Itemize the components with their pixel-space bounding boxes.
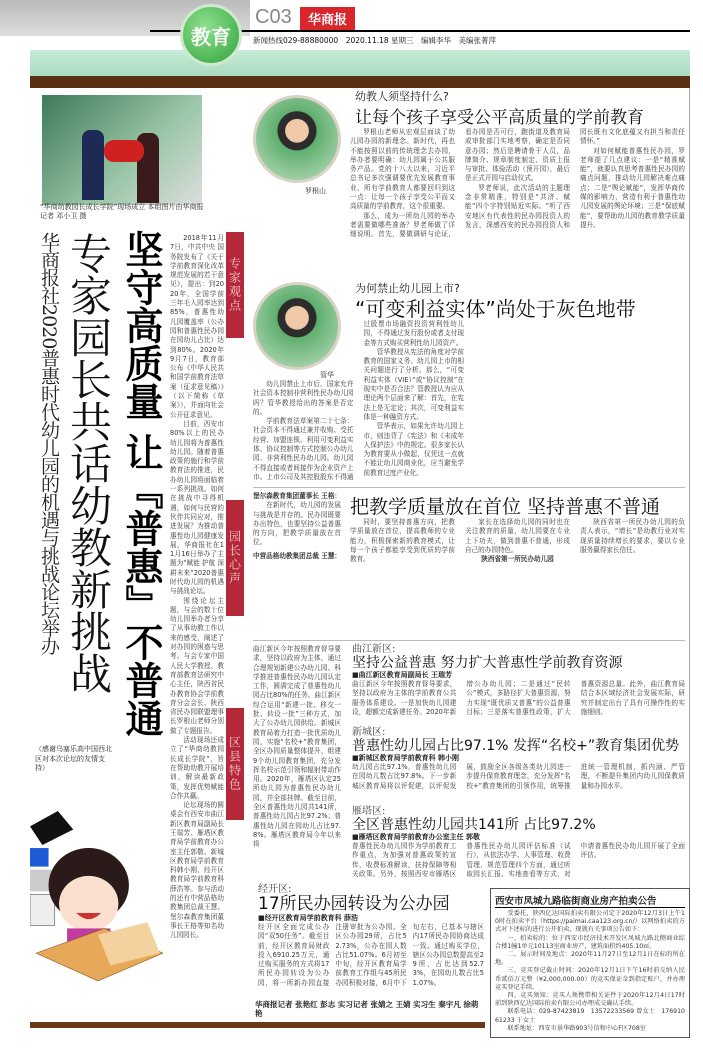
footer-bar: [30, 1022, 485, 1028]
section-label-principals: 园长心声: [226, 500, 244, 616]
district-body: 经开区全面完成公办园“双50任务”。截至目前，经开区教育局财政投入6910.25万元，通过购买服务的方式将17所民办园转设为公办园，将一所新办园直接注册审批为公办园。全区公办园29所，占比52.73%，公办在园人数占比51.07%。6月初至中旬，经开区教育局学前教育工作组与45所民办园积极对接，6月中下旬左右，已基本与辖区内17所民办园协商达成一致。通过购买学位，辖区公办园总数提高至29所，占比达到52.73%，在园幼儿数占比51.07%。: [258, 923, 484, 987]
article2-headline: “可变利益实体”尚处于灰色地带: [355, 297, 636, 321]
district-qujiang: [352, 644, 685, 717]
article2-body: [253, 320, 685, 485]
article3-headline: 把教学质量放在首位 坚持普惠不普通: [350, 496, 661, 518]
green-band: [30, 50, 690, 76]
district-byline: ■雁塔区教育局学前教育办公室主任 郭敬: [352, 833, 481, 841]
district-xincheng: [352, 727, 685, 791]
paragraph: 在新时代，幼儿园的发展与挑战是并存的。民办园既要办出特色，也要坚持公益普惠的方向，把教学质量放在首位。: [253, 501, 341, 547]
paragraph: 管华表示，如果允许幼儿园上市，则违背了《宪法》和《未成年人保护法》中的规定。很多家长认为教育要从小做起，仅凭这一点就不能让幼儿园商业化，应当避免学前教育过度产业化。: [363, 422, 464, 477]
auction-notice: [490, 888, 690, 1038]
subhead: 陕西省第一所民办幼儿园: [481, 555, 554, 564]
page-number: C03: [255, 6, 292, 28]
speaker-name: 堡尔森教育集团董事长 王格：: [253, 492, 342, 500]
ad-address: 联系地址：西安市景华路903号信和中心F区708室: [507, 1024, 646, 1032]
section-label-districts: 区县特色: [226, 708, 244, 820]
district-body: 幼儿园占比97.1%，普惠性幼儿园在园幼儿数占比97.8%。下一步新城区教育局将以评促建，以评促发展，鼓励全区各级各类幼儿园进一步提升保育教育理念，充分发挥“名校+”教育集团的引领作用，统筹推进统一管理机制，抓内涵、严管理，不断提升集团内幼儿园保教质量和办园水平。: [352, 763, 685, 790]
ad-title: 西安市凤城九路临街商业房产拍卖公告: [495, 893, 685, 908]
article2-kicker: 为何禁止幼儿园上市?: [355, 282, 460, 295]
district-kicker: 曲江新区:: [352, 644, 396, 655]
lead-headline-small: 华商报社2020普惠时代幼儿园的机遇与挑战论坛举办: [38, 232, 60, 655]
district-headline: 坚持公益普惠 努力扩大普惠性学前教育资源: [352, 655, 623, 671]
paragraph: 目前，西安市80%以上的民办幼儿园将为普惠性幼儿园。随着普惠政策的施行和学前教育法的推进，民办幼儿园将面临着一系列挑战。如何在挑战中寻得机遇，如何与民营的伙伴共同应对，推进发展？为推动普惠性幼儿园健康发展，华商报社在11月16日举办了主题为“赋能 护航 深耕未来”2020普惠时代幼儿园的机遇与挑战论坛。: [170, 419, 224, 596]
portrait-name: 管华: [320, 371, 334, 379]
speaker-name: 中营品格幼教集团总裁 王慧：: [253, 551, 342, 560]
district-kicker: 雁塔区:: [352, 806, 386, 817]
portrait-name: 罗根山: [305, 187, 326, 195]
newspaper-logo: 华商报: [300, 7, 355, 30]
lead-body: [170, 234, 224, 941]
paragraph: 家长在选择幼儿园的同时也在关注教育的质量，幼儿园要在专业上下功夫，做到普惠不普通，形成自己的办园特色。: [465, 518, 570, 554]
lead-headline-main: 坚守高质量 让『普惠』不普通: [119, 230, 163, 738]
district-body: 曲江新区今年按照教育督导要求，坚持以政府为主体的学前教育公共服务体系建设。一是加快幼儿园建设，超额完成新建任务。2020年新增公办幼儿园；二是通过“民转公”模式，多路径扩大普惠资源，努力实现“既优质又普惠”的公益普惠目标；三是落实普惠性政策，扩大普惠资源总量。此外，曲江教育局结合本区域经济社会发展实际，研究并制定出台了具有可操作性的实施细则。: [352, 680, 685, 716]
district-headline: 全区普惠性幼儿园共141所 占比97.2%: [352, 817, 596, 833]
ad-line: 三、竞买登记截止时间：2020年12月1日下午16时前交纳人民币贰佰万元整（¥2,000,000.00）的竞买保证金到指定账户，并办理竞买登记手续。: [495, 967, 685, 991]
paragraph: 学前教育法草案第二十七条：社会资本不得通过兼并收购、受托经营、加盟连锁、利用可变利益实体、协议控制等方式控制公办幼儿园、非营利性民办幼儿园。幼儿园不得直接或者间接作为企业资产上市。上市公司及其控股股东不得通过股票市场融资投资营利性幼儿园，不得通过发行股份或者支付现金等方式购买营利性幼儿园资产。: [253, 320, 464, 481]
district-byline: ■新城区教育局学前教育科 韩小刚: [352, 754, 460, 762]
divider: [253, 487, 685, 488]
district-kicker: 新城区:: [352, 727, 386, 738]
district-byline: ■经开区教育局学前教育科 薛浩: [258, 914, 359, 922]
divider: [253, 640, 685, 641]
photo-caption: “华商幼教园长成长学院”现场成立 本组图片由华商报记者 邓小卫 摄: [40, 203, 204, 220]
district-headline: 普惠性幼儿园占比97.1% 发挥“名校+”教育集团优势: [352, 738, 680, 754]
paragraph: 陕西省第一所民办幼儿园的负责人表示，“增长”是幼教行业对实现质量持续增长的要求，要以专业服务赢得家长信任。: [580, 518, 685, 554]
reporter-credits: 华商报记者 张艳红 彭志 实习记者 张婧之 王婧 实习生 秦宇凡 徐萌艳: [255, 1000, 479, 1018]
lead-headline-mid: 专家园长共话幼教新挑战: [64, 232, 113, 694]
lead-photo: [42, 95, 202, 205]
brown-bar: [30, 76, 690, 88]
district-jingkai: [258, 884, 484, 988]
paragraph: 幼儿园禁止上市后，国家允许社会资本控制非营利性民办幼儿园吗？管华教授给出的答案是否定的。: [253, 380, 354, 416]
district-yanta: [352, 806, 685, 879]
district-body: 普惠性民办幼儿园作为学前教育工作重点，为加强对普惠政策的宣传，收费标准解读，扶持保障等相关政策。另外，按照西安市雁塔区普惠性民办幼儿园评估标准（试行），从依法办学、人事管理、收费管理、规范管理四个方面，通过听取园长汇报、实地查看等方式，对申请普惠性民办幼儿园开展了全面评估。: [352, 842, 685, 878]
paragraph: 管华教授从宪法的角度对学前教育的国家义务、幼儿园上市的相关问题进行了分析。那么，“可变利益实体（VIE）”或“协议控制”在现实中是否合法？管教授认为应从理论两个层面来了解：首先，在宪法上是无定论；其次，可变利益实体是一种融资方式。: [363, 347, 464, 421]
ad-line: 二、展示时间及地点：2020年11月27日至12月1日在标的所在地。: [495, 951, 685, 967]
paragraph: 2018年11月7日，中共中央 国务院发布了《关于学前教育深化改革规范发展的若干意见》，提出：到2020年，全国学前三年毛入园率达到85%，普惠性幼儿园覆盖率（公办园和普惠性民办园在园幼儿占比）达到80%。2020年9月7日，教育部公布《中华人民共和国学前教育法草案（征求意见稿）》（以下简称《草案》），并面向社会公开征求意见。: [170, 234, 224, 419]
ad-body: [495, 910, 685, 1033]
header-meta: 新闻热线029-88880000 2020.11.18 星期三 编辑李华 美编张菁萍: [253, 36, 497, 45]
paragraph: 对如何赋能普惠性民办园，罗老师提了几点建议：一是“精准赋能”，就要认真思考普惠性民办园的痛点问题，推动幼儿园解决难点痛点；二是“舆论赋能”，发挥华商传媒的影响力，营造有利于普惠性幼儿园发展的舆论环境；三是“保底赋能”，要帮助幼儿园的教育教学质量提升。: [580, 146, 685, 229]
ad-contact: 联系电话：029-87423819 13572233569 曾女士 17691061233 于女士: [495, 1008, 685, 1024]
article1-headline: 让每个孩子享受公平高质量的学前教育: [355, 108, 644, 128]
paragraph: 活动现场还成立了“华商幼教园长成长学院”，旨在帮助幼教开展培训，解读最新政策，发挥优势赋能合作共赢。: [170, 736, 224, 800]
article1-body: [350, 128, 685, 240]
paragraph: 罗根山老师从宏观层面谈了幼儿园办园的新理念。新时代，再也不能按照以前的传统理念去办园，举办者要明确：幼儿园属于公共服务产品。党的十八大以来，习近平总书记多次强调要优先发展教育事业，所有学前教育人都要回归到这一点：让每一个孩子享受公平而又高质量的学前教育，这个很重要。: [350, 128, 455, 211]
article1-kicker: 幼教人须坚持什么?: [355, 90, 449, 103]
district-kicker: 经开区:: [258, 884, 292, 895]
ad-line: 受委托，陕西亿达国际拍卖有限公司定于2020年12月3日上午10时在拍卖平台（https://paimai.caa123.org.cn/）以网络拍卖的方式对下述标的进行公开拍卖，现就有关事项公告如下：: [495, 910, 685, 934]
portrait-luo: [253, 95, 341, 183]
district-headline: 17所民办园转设为公办园: [258, 894, 450, 914]
ad-line: 一、拍卖标的：位于西安市经济技术开发区凤城九路北侧商业综合楼1幢1单元10113室商业房产，建筑面积约405.10㎡。: [495, 934, 685, 950]
district-byline: ■曲江新区教育局副局长 王瑞芳: [352, 671, 453, 679]
paragraph: 围绕论坛主题，与会的数十位幼儿园举办者分享了从事幼教工作以来的感受，阐述了对办园的困惑与思考。与会专家中国人民大学教授、教育部教育法研究中心主任，陕西省民办教育协会学前教育分会会长、陕西省民办园联盟理事长罗根山老师分别做了专题报告。: [170, 596, 224, 735]
article3-body: [350, 518, 685, 564]
paragraph: 同时，要坚持普惠方向，把教学质量放在首位，提高教师的专业能力，积极探索新的教育模式，让每一个孩子都能享受到优质的学前教育。: [350, 518, 455, 564]
cartoon-girl-illustration: [30, 780, 166, 1015]
district-side-column: 曲江新区今年按照教育督导要求，坚持以政府为主体，通过合理规划新建公办幼儿园、科学推进普惠性民办幼儿园认定工作，圆满完成了普惠性幼儿园占比80%的任务。曲江新区综合运用“新建一批、移交一批、转设一批”三种方式，加大了公办幼儿园供给。新城区教育局着力打造一批优质幼儿园，实施“名校+”教育集团，全区办园质量整体提升，组建9个幼儿园教育集团，充分发挥名校示范引领和辐射带动作用。2020年，雁塔区认定25所幼儿园为普惠性民办幼儿园，并全部挂牌。截至目前，全区普惠性幼儿园共141所，普惠性幼儿园占比97.2%；普惠性幼儿园在园幼儿占比97.8%。雁塔区教育局今年以来将: [253, 645, 341, 849]
paragraph: 那么，成为一所幼儿园的举办者需要做哪些准备？罗老师做了详细说明。首先，要做调研与论证，看办园是否可行，跑街道及教育局或审批部门实地考察，确定是否同意办园；然后是聘请骨干人员，品牌简介、规章制度制定、资质上报与审批、体验活动（预开园），最后是正式开园与启动仪式。: [350, 128, 570, 239]
thanks-note: （感谢乌塞乐高中国西北区对本次论坛的友情支持）: [35, 745, 112, 772]
section-label-experts: 专家观点: [226, 232, 244, 338]
article3-speakers: [253, 492, 341, 561]
ad-line: 四、竞买须知：竞买人须携带相关证件于2020年12月4日17时前到陕西亿达国际拍卖有限公司办理成交确认手续。: [495, 992, 685, 1008]
section-badge: 教育: [180, 4, 242, 66]
paragraph: 论坛现场的圆桌会有西安市曲江新区教育局副局长王瑞芳、雁塔区教育局学前教育办公室主任郭敬、新城区教育局学前教育科韩小刚、经开区教育局学前教育科薛浩等。参与活动的还有中营品格幼教集团总裁王慧、堡尔森教育集团董事长王格等知名幼儿园园长。: [170, 801, 224, 940]
paragraph: 罗老师说，此次活动的主题理念非常精准，特别是“共济、赋能”四个字特别贴近实际。“听了西安地区有代表性的民办园投资人的发言，深感西安的民办园投资人和园长既有文化底蕴又有担当和责任情怀。”: [465, 128, 685, 229]
